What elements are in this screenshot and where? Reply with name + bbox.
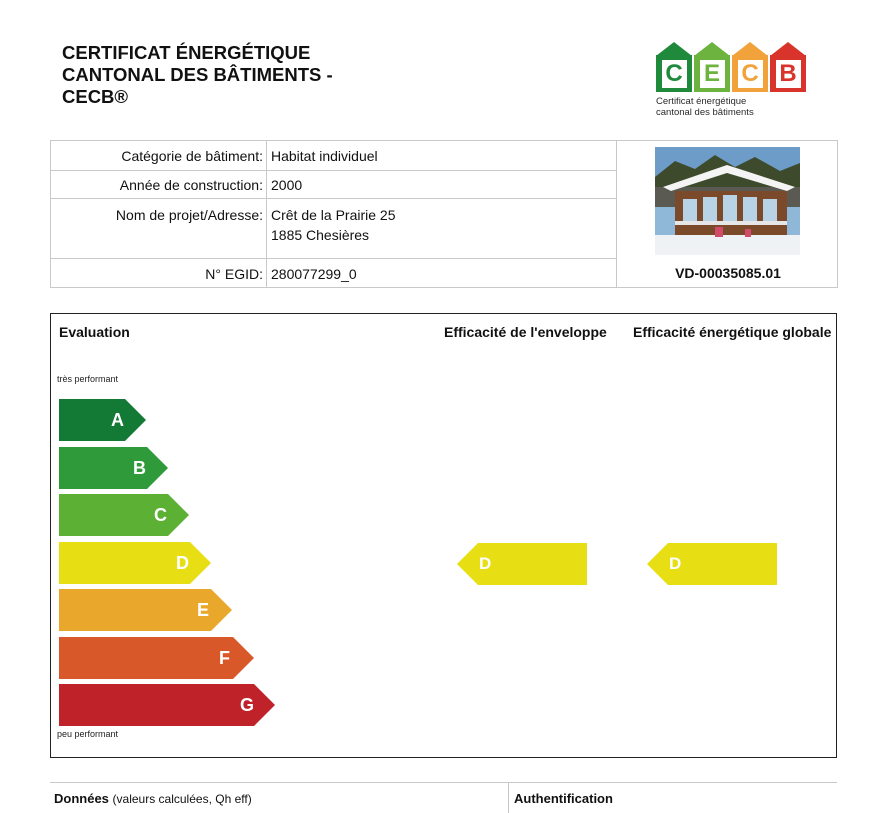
energy-class-letter: C: [154, 505, 167, 525]
info-value-year: 2000: [271, 177, 303, 193]
global-rating-arrow: [647, 543, 777, 585]
energy-class-c: [59, 494, 189, 536]
evaluation-title: Evaluation: [59, 324, 130, 340]
title-line-2: CANTONAL DES BÂTIMENTS -: [62, 64, 333, 85]
energy-class-b: [59, 447, 168, 489]
info-label-egid: N° EGID:: [205, 266, 263, 282]
title-line-1: CERTIFICAT ÉNERGÉTIQUE: [62, 42, 311, 63]
global-efficiency-heading: Efficacité énergétique globale: [633, 324, 832, 340]
logo-subtitle-2: cantonal des bâtiments: [656, 107, 754, 118]
logo-house-c1: [656, 42, 692, 94]
evaluation-panel: [50, 313, 837, 758]
building-photo: [655, 147, 800, 255]
info-row-egid: [51, 259, 617, 289]
data-section-heading: [54, 791, 252, 806]
data-section-subtitle: (valeurs calculées, Qh eff): [112, 792, 252, 806]
energy-class-letter: A: [111, 410, 124, 430]
energy-class-letter: F: [219, 648, 230, 668]
logo-subtitle-1: Certificat énergétique: [656, 96, 747, 107]
logo-letter-3: C: [738, 60, 763, 88]
logo-letter-4: B: [776, 60, 801, 88]
info-value-address-line1: Crêt de la Prairie 25: [271, 207, 396, 223]
bottom-divider: [508, 783, 509, 813]
info-value-category: Habitat individuel: [271, 148, 378, 164]
info-label-category: Catégorie de bâtiment:: [121, 148, 263, 164]
logo-house-c2: [732, 42, 768, 94]
scale-top-note: très performant: [57, 374, 119, 384]
energy-class-letter: G: [240, 695, 255, 715]
energy-class-d: [59, 542, 211, 584]
scale-bottom-note: peu performant: [57, 729, 119, 739]
logo-house-e: [694, 42, 730, 94]
title-line-3: CECB®: [62, 86, 129, 107]
envelope-rating-letter: D: [479, 554, 492, 573]
data-section-title: Données: [54, 791, 109, 806]
info-label-address: Nom de projet/Adresse:: [115, 207, 263, 223]
energy-class-letter: B: [133, 458, 146, 478]
info-row-address: [51, 199, 617, 259]
info-value-egid: 280077299_0: [271, 266, 357, 282]
energy-class-g: [59, 684, 275, 726]
logo-houses: [656, 42, 816, 94]
logo-letter-1: C: [662, 60, 687, 88]
info-label-year: Année de construction:: [119, 177, 263, 193]
logo-house-b: [770, 42, 806, 94]
energy-class-letter: E: [197, 600, 210, 620]
energy-class-e: [59, 589, 232, 631]
envelope-efficiency-heading: Efficacité de l'enveloppe: [444, 324, 607, 340]
energy-class-f: [59, 637, 254, 679]
document-title: [62, 42, 422, 108]
info-value-address-line2: 1885 Chesières: [271, 227, 370, 243]
building-info-table: [50, 140, 616, 288]
energy-class-a: [59, 399, 146, 441]
certificate-number: VD-00035085.01: [675, 265, 781, 281]
info-row-year: [51, 171, 617, 199]
bottom-section: [50, 782, 837, 813]
global-rating-letter: D: [669, 554, 682, 573]
cecb-logo: [656, 42, 816, 120]
logo-letter-2: E: [700, 60, 725, 88]
info-row-category: [51, 141, 617, 171]
energy-class-letter: D: [176, 553, 189, 573]
building-photo-box: [616, 140, 838, 288]
envelope-rating-arrow: [457, 543, 587, 585]
authentication-heading: Authentification: [514, 791, 613, 806]
